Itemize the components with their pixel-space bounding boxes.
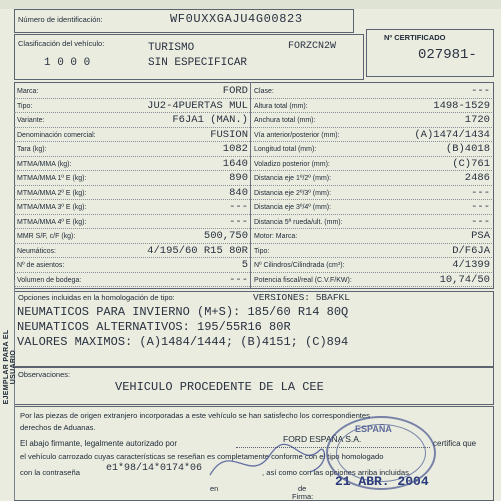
signer-name: FORD ESPAÑA S.A. (283, 434, 362, 444)
vin-value: WF0UXXGAJU4G00823 (170, 12, 303, 26)
spec-label: Tipo: (17, 102, 33, 110)
options-line-2: NEUMATICOS ALTERNATIVOS: 195/55R16 80R (17, 320, 291, 334)
spec-label: Variante: (17, 117, 45, 124)
cert-line-1: Por las piezas de origen extranjero incorporadas a este vehículo se han satisfecho los correspondientes (20, 411, 370, 420)
options-line-1: NEUMATICOS PARA INVIERNO (M+S): 185/60 R14 80Q (17, 305, 349, 319)
class-code: 1 0 0 0 (44, 57, 91, 69)
class-type: TURISMO (148, 42, 195, 54)
spec-value: 2486 (464, 172, 490, 184)
spec-label: MTMA/MMA 2º E (kg): (17, 189, 87, 197)
spec-row-line (251, 98, 492, 99)
spec-row-line (14, 112, 250, 113)
options-label: Opciones incluidas en la homologación de tipo: (18, 293, 175, 302)
spec-row-line (251, 156, 492, 157)
spec-label: Distancia 5ª rueda/ult. (mm): (254, 218, 343, 226)
spec-row-line (14, 243, 250, 244)
spec-value: 4/1399 (452, 259, 490, 271)
spec-value: --- (229, 215, 248, 228)
spec-label: Distancia eje 3º/4º (mm): (254, 204, 332, 211)
spec-row-line (251, 286, 492, 287)
spec-label: MTMA/MMA 3º E (kg): (17, 204, 87, 211)
top-band (0, 0, 501, 9)
spec-row-line (251, 199, 492, 200)
certificate-label: Nº CERTIFICADO (384, 33, 446, 42)
options-line-3: VALORES MAXIMOS: (A)1484/1444; (B)4151; (C)894 (17, 335, 349, 349)
spec-row-line (14, 199, 250, 200)
spec-row-line (14, 185, 250, 186)
spec-label: Potencia fiscal/real (C.V.F/KW): (254, 276, 352, 284)
spec-value: FORD (222, 85, 248, 97)
options-included-text: , así como con las opciones arriba incluidas. (262, 468, 411, 477)
spec-row-line (251, 257, 492, 258)
contra-label: con la contraseña (20, 468, 80, 477)
spec-row-line (251, 112, 492, 113)
firma-label: Firma: (292, 492, 314, 501)
spec-row-line (251, 228, 492, 229)
spec-value: FUSION (210, 128, 248, 141)
vin-label: Número de identificación: (18, 15, 103, 24)
spec-value: --- (471, 186, 490, 199)
spec-row-line (251, 141, 492, 142)
spec-label: Longitud total (mm): (254, 146, 317, 153)
spec-label: Motor: Marca: (254, 233, 298, 240)
spec-label: Clase: (254, 88, 274, 95)
observations-label: Observaciones: (18, 370, 71, 379)
signer-prefix: El abajo firmante, legalmente autorizado por (20, 439, 177, 448)
spec-label: Tara (kg): (17, 146, 47, 153)
user-copy-sidebar (1, 280, 15, 500)
spec-value: JU2-4PUERTAS MUL (147, 99, 248, 112)
spec-row-line (14, 98, 250, 99)
options-versions: VERSIONES: 5BAFKL (253, 292, 350, 303)
classification-label: Clasificación del vehículo: (18, 39, 105, 48)
spec-label: Volumen de bodega: (17, 276, 82, 284)
spec-row-line (14, 156, 250, 157)
spec-label: MTMA/MMA (kg): (17, 160, 72, 168)
spec-value: --- (471, 85, 490, 97)
spec-value: 4/195/60 R15 80R (147, 244, 248, 257)
spec-label: Altura total (mm): (254, 102, 308, 110)
spec-row-line (251, 185, 492, 186)
spec-label: Nº de asientos: (17, 262, 65, 269)
spec-label: Distancia eje 2º/3º (mm): (254, 189, 332, 197)
spec-value: (A)1474/1434 (414, 128, 490, 141)
spec-label: Voladizo posterior (mm): (254, 160, 330, 168)
spec-row-line (14, 228, 250, 229)
spec-value: --- (229, 273, 248, 286)
spec-row-line (14, 127, 250, 128)
spec-value: PSA (471, 230, 490, 242)
spec-row-line (14, 286, 250, 287)
spec-row-line (14, 141, 250, 142)
spec-row-line (14, 257, 250, 258)
spec-label: Vía anterior/posterior (mm): (254, 131, 340, 139)
spec-value: 1082 (222, 143, 248, 155)
spec-label: Neumáticos: (17, 247, 56, 255)
spec-value: --- (229, 201, 248, 213)
spec-value: F6JA1 (MAN.) (172, 114, 248, 126)
spec-value: 1720 (464, 114, 490, 126)
spec-row-line (251, 127, 492, 128)
spec-value: 1498-1529 (433, 99, 490, 112)
spec-value: 500,750 (203, 230, 248, 242)
spec-label: Distancia eje 1º/2º (mm): (254, 175, 332, 182)
spec-row-line (251, 214, 492, 215)
observations-text: VEHICULO PROCEDENTE DE LA CEE (115, 380, 324, 394)
stamp-text: ESPAÑA (355, 424, 392, 434)
spec-label: Tipo: (254, 247, 270, 255)
date-prefix: de (298, 484, 307, 493)
contra-value: e1*98/14*0174*06 (106, 463, 203, 474)
certificate-value: 027981- (418, 47, 477, 63)
spec-row-line (251, 243, 492, 244)
spec-value: --- (471, 215, 490, 228)
spec-row-line (251, 272, 492, 273)
place-label: en (210, 484, 219, 493)
spec-value: 1640 (222, 157, 248, 170)
cert-line-2: derechos de Aduanas. (20, 423, 96, 432)
spec-label: Anchura total (mm): (254, 117, 316, 124)
spec-label: MTMA/MMA 4º E (kg): (17, 218, 87, 226)
issue-date: 21 ABR. 2004 (335, 474, 429, 489)
model-name: FORZCN2W (288, 41, 337, 52)
spec-value: 10,74/50 (439, 273, 490, 286)
spec-value: 840 (229, 186, 248, 199)
spec-value: --- (471, 201, 490, 213)
spec-label: Nº Cilindros/Cilindrada (cm³): (254, 262, 345, 269)
spec-label: MMR S/F, c/F (kg): (17, 233, 76, 240)
spec-row-line (14, 272, 250, 273)
handwritten-signature (200, 430, 340, 490)
sidebar-text: EJEMPLAR PARA EL USUARIO (3, 329, 17, 405)
class-desc: SIN ESPECIFICAR (148, 57, 248, 69)
signer-suffix: certifica que (433, 439, 477, 448)
spec-row-line (14, 170, 250, 171)
spec-label: Marca: (17, 88, 39, 95)
spec-value: 890 (229, 172, 248, 184)
spec-row-line (251, 170, 492, 171)
spec-value: 5 (241, 259, 248, 271)
spec-label: MTMA/MMA 1º E (kg): (17, 175, 87, 182)
spec-label: Denominación comercial: (17, 131, 96, 139)
spec-value: (B)4018 (445, 143, 490, 155)
spec-value: (C)761 (452, 157, 490, 170)
spec-value: D/F6JA (452, 244, 490, 257)
spec-row-line (14, 214, 250, 215)
conform-text: el vehículo carrozado cuyas características se reseñan es completamente conforme con el tipo homologado (20, 452, 384, 461)
